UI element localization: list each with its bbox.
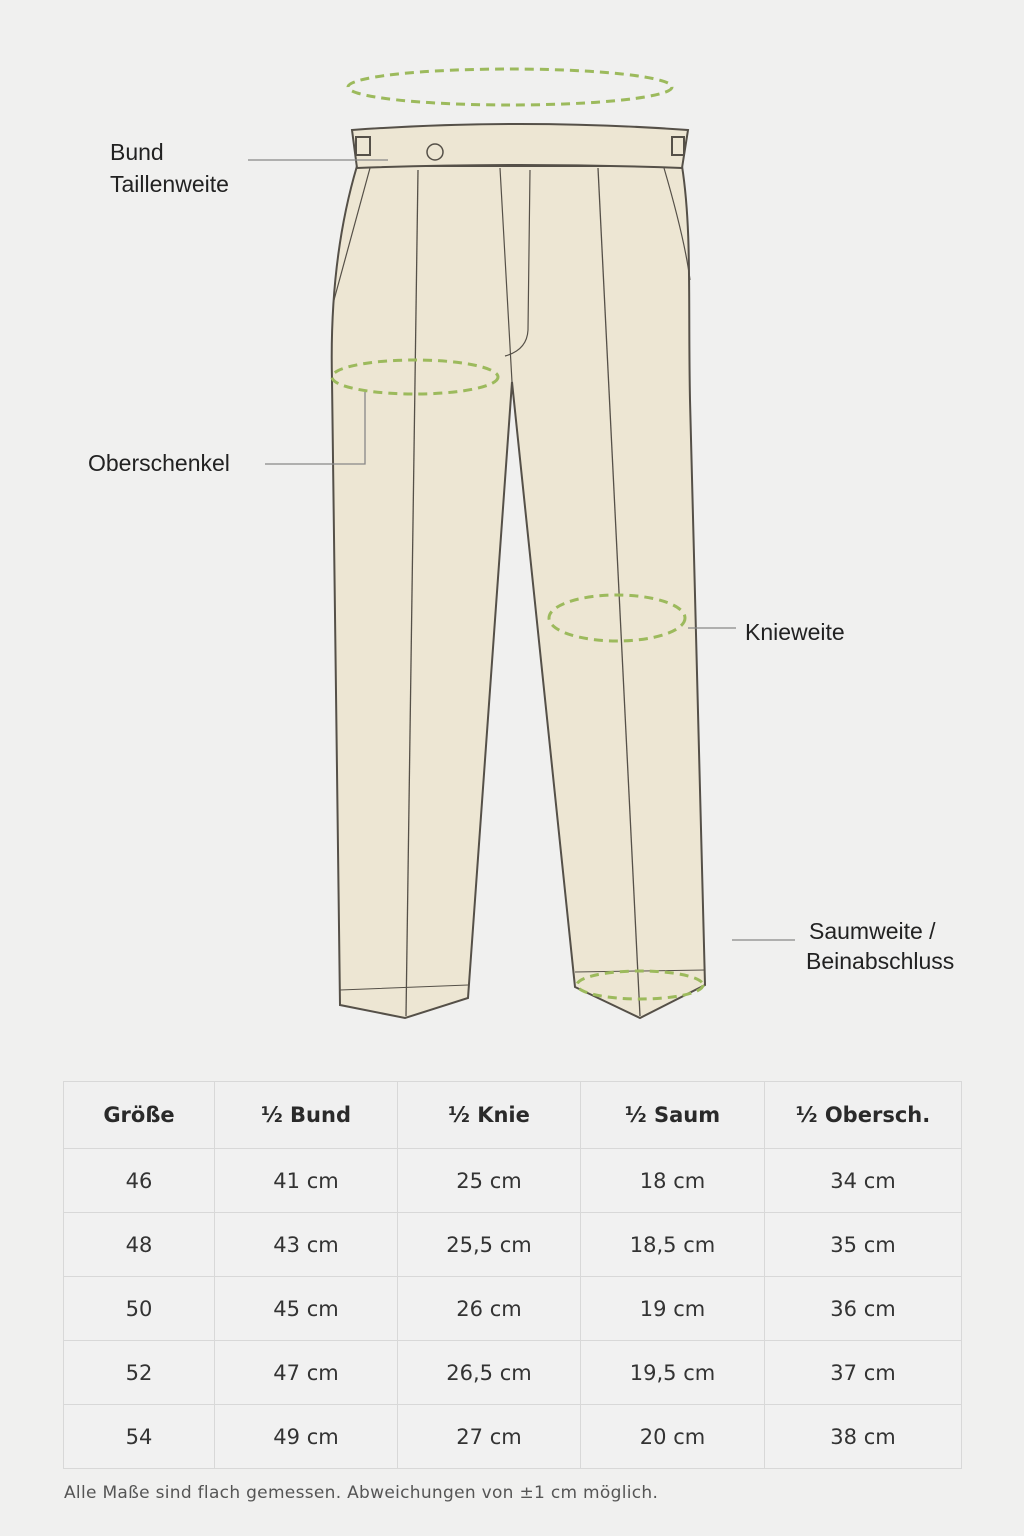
cell: 46 [64, 1149, 215, 1213]
cell: 18 cm [581, 1149, 765, 1213]
table-row [64, 1341, 962, 1405]
label-saumweite: Saumweite / [809, 918, 936, 944]
label-bund: Bund [110, 139, 164, 165]
header-groesse: Größe [64, 1082, 215, 1149]
cell: 20 cm [581, 1405, 765, 1469]
header-oberschenkel: ½ Obersch. [765, 1082, 962, 1149]
cell: 49 cm [215, 1405, 398, 1469]
table-header-row [64, 1082, 962, 1149]
cell: 47 cm [215, 1341, 398, 1405]
table-row [64, 1213, 962, 1277]
size-table [63, 1081, 962, 1469]
header-knie: ½ Knie [398, 1082, 581, 1149]
label-taillenweite: Taillenweite [110, 171, 229, 197]
cell: 19,5 cm [581, 1341, 765, 1405]
table-row [64, 1405, 962, 1469]
table-row [64, 1277, 962, 1341]
cell: 36 cm [765, 1277, 962, 1341]
waist-button [427, 144, 443, 160]
cell: 37 cm [765, 1341, 962, 1405]
cell: 52 [64, 1341, 215, 1405]
trouser-legs [332, 166, 705, 1018]
waistband [352, 124, 688, 168]
footnote: Alle Maße sind flach gemessen. Abweichungen von ±1 cm möglich. [64, 1483, 659, 1503]
cell: 43 cm [215, 1213, 398, 1277]
cell: 19 cm [581, 1277, 765, 1341]
table-row [64, 1149, 962, 1213]
cell: 26 cm [398, 1277, 581, 1341]
cell: 38 cm [765, 1405, 962, 1469]
cell: 41 cm [215, 1149, 398, 1213]
cell: 45 cm [215, 1277, 398, 1341]
cell: 34 cm [765, 1149, 962, 1213]
cell: 25 cm [398, 1149, 581, 1213]
label-beinabschluss: Beinabschluss [806, 948, 955, 974]
header-saum: ½ Saum [581, 1082, 765, 1149]
label-knieweite: Knieweite [745, 619, 845, 645]
cell: 25,5 cm [398, 1213, 581, 1277]
label-oberschenkel: Oberschenkel [88, 450, 230, 476]
cell: 27 cm [398, 1405, 581, 1469]
waist-measure-ring [348, 69, 672, 105]
cell: 35 cm [765, 1213, 962, 1277]
cell: 26,5 cm [398, 1341, 581, 1405]
header-bund: ½ Bund [215, 1082, 398, 1149]
cell: 50 [64, 1277, 215, 1341]
cell: 18,5 cm [581, 1213, 765, 1277]
cell: 48 [64, 1213, 215, 1277]
trouser-illustration [332, 124, 705, 1018]
cell: 54 [64, 1405, 215, 1469]
